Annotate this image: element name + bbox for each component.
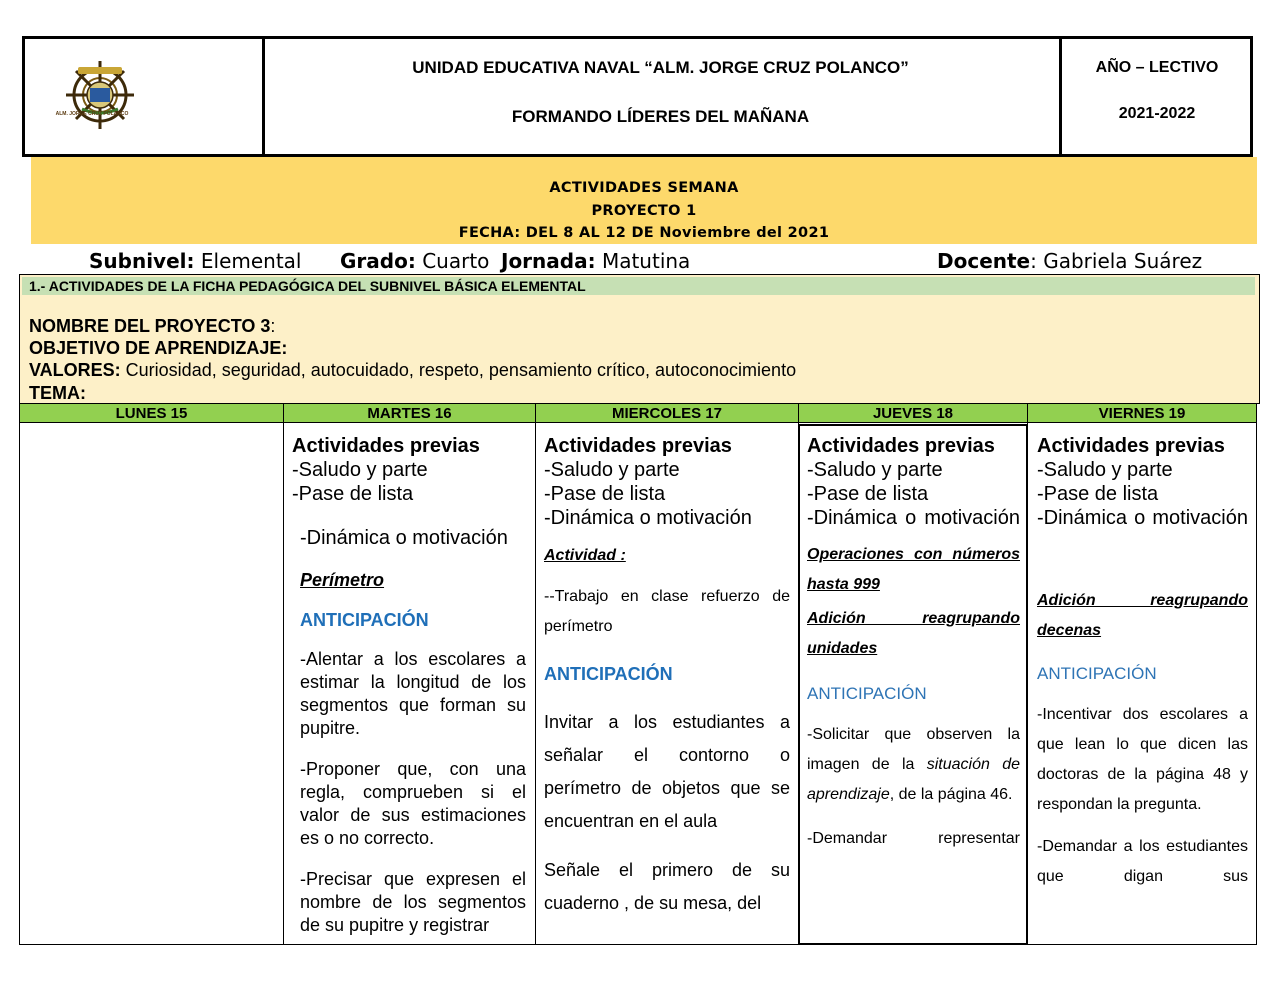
school-cell — [265, 39, 1062, 154]
viernes-paragraph: -Incentivar dos escolares a que lean lo que dicen las doctoras de la página 48 y respondan la pregunta. — [1037, 706, 1248, 813]
viernes-heading: Actividades previas — [1037, 435, 1225, 457]
miercoles-line: -Dinámica o motivación — [544, 507, 752, 529]
banner-project: PROYECTO 1 — [591, 203, 697, 219]
jueves-paragraph: -Demandar representar — [807, 830, 1020, 847]
miercoles-activity: Actividad : — [544, 547, 626, 564]
miercoles-heading: Actividades previas — [544, 435, 732, 457]
martes-paragraph: -Alentar a los escolares a estimar la longitud de los segmentos que forman su pupitre. — [300, 649, 526, 738]
viernes-line: -Saludo y parte — [1037, 459, 1173, 481]
banner-title: ACTIVIDADES SEMANA — [549, 180, 739, 196]
jornada-info: Jornada: Matutina — [501, 249, 691, 273]
martes-paragraph: -Proponer que, con una regla, comprueben si el valor de sus estimaciones es o no correcto. — [300, 759, 526, 848]
day-header-jueves: JUEVES 18 — [799, 404, 1027, 423]
year-cell — [1062, 39, 1250, 154]
martes-paragraph: -Precisar que expresen el nombre de los segmentos de su pupitre y registrar — [300, 869, 526, 935]
martes-body — [300, 526, 526, 937]
jueves-cell — [807, 434, 1020, 943]
logo-cell — [25, 39, 265, 154]
grado-info: Grado: Cuarto — [340, 249, 490, 273]
subnivel-info: Subnivel: Elemental — [89, 249, 302, 273]
day-header-miercoles: MIERCOLES 17 — [536, 404, 798, 423]
viernes-cell — [1037, 434, 1248, 943]
jueves-topic: Operaciones con números hasta 999 — [807, 546, 1020, 593]
header-table — [22, 36, 1253, 157]
jueves-paragraph: -Solicitar que observen la imagen de la situación de aprendizaje, de la página 46. — [807, 726, 1020, 803]
viernes-topic: Adición reagrupando decenas — [1037, 592, 1248, 639]
miercoles-paragraph: Señale el primero de su cuaderno , de su mesa, del — [544, 860, 790, 913]
jueves-heading: Actividades previas — [807, 435, 995, 457]
jueves-line: -Dinámica o motivación — [807, 507, 1020, 529]
martes-cell — [292, 434, 526, 506]
topic: TEMA: — [29, 383, 86, 403]
divider — [283, 403, 284, 945]
day-header-viernes: VIERNES 19 — [1028, 404, 1256, 423]
miercoles-line: -Saludo y parte — [544, 459, 680, 481]
divider — [535, 403, 536, 945]
jueves-line: -Pase de lista — [807, 483, 929, 505]
project-name: NOMBRE DEL PROYECTO 3: — [29, 316, 276, 336]
martes-line: -Saludo y parte — [292, 459, 428, 481]
viernes-anticipacion: ANTICIPACIÓN — [1037, 664, 1157, 683]
miercoles-paragraph: Invitar a los estudiantes a señalar el contorno o perímetro de objetos que se encuentran en el aula — [544, 712, 790, 831]
miercoles-anticipacion: ANTICIPACIÓN — [544, 664, 673, 684]
miercoles-line: -Pase de lista — [544, 483, 666, 505]
year-label: AÑO – LECTIVO — [1095, 59, 1219, 76]
activities-banner — [31, 157, 1257, 244]
day-header-martes: MARTES 16 — [284, 404, 535, 423]
school-motto: FORMANDO LÍDERES DEL MAÑANA — [511, 107, 810, 126]
docente-info: Docente: Gabriela Suárez — [937, 249, 1203, 273]
viernes-line: -Dinámica o motivación — [1037, 507, 1248, 529]
school-name: UNIDAD EDUCATIVA NAVAL “ALM. JORGE CRUZ POLANCO” — [412, 58, 909, 77]
jueves-anticipacion: ANTICIPACIÓN — [807, 684, 927, 703]
jueves-line: -Saludo y parte — [807, 459, 943, 481]
viernes-line: -Pase de lista — [1037, 483, 1159, 505]
school-logo-icon — [40, 57, 160, 139]
year-value: 2021-2022 — [1118, 105, 1196, 122]
banner-date: FECHA: DEL 8 AL 12 DE Noviembre del 2021 — [458, 225, 830, 241]
section-title: 1.- ACTIVIDADES DE LA FICHA PEDAGÓGICA DEL SUBNIVEL BÁSICA ELEMENTAL — [22, 277, 1255, 295]
learning-objective: OBJETIVO DE APRENDIZAJE: — [29, 338, 288, 358]
martes-topic: Perímetro — [300, 570, 385, 590]
viernes-paragraph: -Demandar a los estudiantes que digan sus — [1037, 838, 1248, 885]
martes-anticipacion: ANTICIPACIÓN — [300, 610, 429, 630]
day-header-lunes: LUNES 15 — [20, 404, 283, 423]
logo-caption: ALM. JORGE CRUZ POLANCO — [55, 111, 129, 117]
martes-line: -Pase de lista — [292, 483, 414, 505]
martes-heading: Actividades previas — [292, 435, 480, 457]
jueves-topic: Adición reagrupando unidades — [807, 610, 1020, 657]
miercoles-work: --Trabajo en clase refuerzo de perímetro — [544, 588, 790, 635]
miercoles-cell — [544, 434, 790, 920]
martes-line: -Dinámica o motivación — [300, 527, 508, 549]
values: VALORES: Curiosidad, seguridad, autocuidado, respeto, pensamiento crítico, autoconocimiento — [29, 360, 797, 380]
